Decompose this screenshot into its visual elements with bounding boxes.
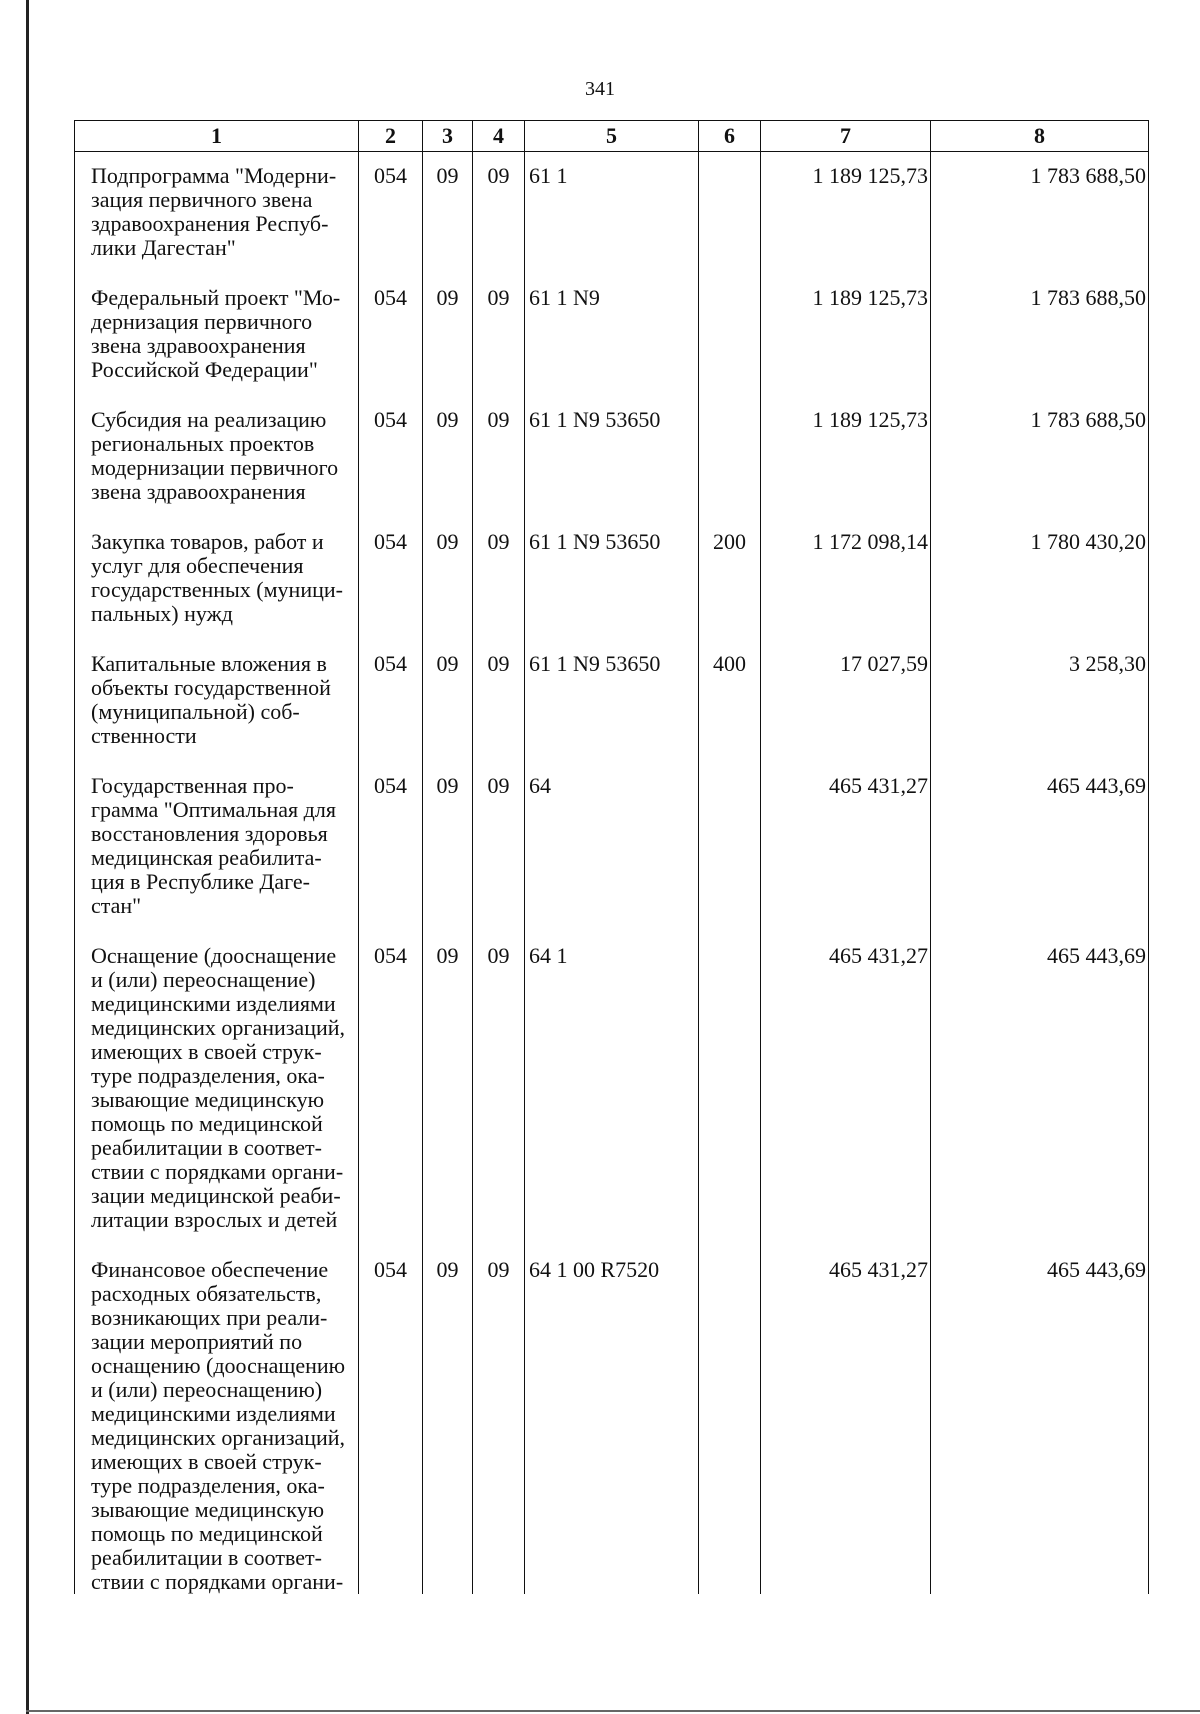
amount-cell-8: 1 783 688,50 bbox=[931, 396, 1149, 518]
code-cell-3: 09 bbox=[423, 1246, 473, 1594]
code-cell-3: 09 bbox=[423, 396, 473, 518]
table-header-row bbox=[75, 121, 1149, 152]
code-cell-4: 09 bbox=[473, 274, 525, 396]
code-cell-2: 054 bbox=[359, 640, 423, 762]
code-cell-5: 61 1 N9 53650 bbox=[525, 640, 699, 762]
table-row bbox=[75, 396, 1149, 518]
code-cell-3: 09 bbox=[423, 274, 473, 396]
code-cell-6 bbox=[699, 1246, 761, 1594]
row-name-cell: Государственная про- грамма "Оптимальная для восстановления здоровья медицинская реабилита- ция в Республике Даге- стан" bbox=[75, 762, 359, 932]
scan-bottom-line bbox=[26, 1710, 1200, 1712]
amount-cell-8: 1 780 430,20 bbox=[931, 518, 1149, 640]
column-header-7: 7 bbox=[761, 121, 931, 152]
amount-cell-8: 465 443,69 bbox=[931, 762, 1149, 932]
amount-cell-8: 1 783 688,50 bbox=[931, 274, 1149, 396]
code-cell-2: 054 bbox=[359, 274, 423, 396]
column-header-4: 4 bbox=[473, 121, 525, 152]
scan-edge-line bbox=[26, 0, 29, 1714]
table-row bbox=[75, 152, 1149, 275]
amount-cell-7: 1 189 125,73 bbox=[761, 396, 931, 518]
code-cell-6 bbox=[699, 932, 761, 1246]
code-cell-4: 09 bbox=[473, 396, 525, 518]
column-header-5: 5 bbox=[525, 121, 699, 152]
code-cell-3: 09 bbox=[423, 762, 473, 932]
code-cell-3: 09 bbox=[423, 932, 473, 1246]
code-cell-2: 054 bbox=[359, 152, 423, 275]
code-cell-5: 61 1 N9 bbox=[525, 274, 699, 396]
table-row bbox=[75, 932, 1149, 1246]
code-cell-2: 054 bbox=[359, 1246, 423, 1594]
code-cell-6 bbox=[699, 396, 761, 518]
code-cell-4: 09 bbox=[473, 932, 525, 1246]
code-cell-5: 61 1 bbox=[525, 152, 699, 275]
code-cell-3: 09 bbox=[423, 152, 473, 275]
code-cell-6 bbox=[699, 274, 761, 396]
code-cell-5: 61 1 N9 53650 bbox=[525, 396, 699, 518]
code-cell-5: 64 bbox=[525, 762, 699, 932]
column-header-3: 3 bbox=[423, 121, 473, 152]
table-row bbox=[75, 762, 1149, 932]
table-row bbox=[75, 518, 1149, 640]
amount-cell-8: 465 443,69 bbox=[931, 1246, 1149, 1594]
table-row bbox=[75, 640, 1149, 762]
code-cell-2: 054 bbox=[359, 396, 423, 518]
row-name-cell: Оснащение (дооснащение и (или) переоснащение) медицинскими изделиями медицинских организаций, имеющих в своей струк- туре подразделения, ока- зывающие медицинскую помощь по медицинской реабилитации в соответ- ствии с порядками органи- зации медицинской реаби- литации взрослых и детей bbox=[75, 932, 359, 1246]
amount-cell-7: 465 431,27 bbox=[761, 762, 931, 932]
page-number: 341 bbox=[585, 78, 615, 100]
row-name-cell: Подпрограмма "Модерни- зация первичного звена здравоохранения Респуб- лики Дагестан" bbox=[75, 152, 359, 275]
code-cell-3: 09 bbox=[423, 640, 473, 762]
table-row bbox=[75, 274, 1149, 396]
amount-cell-7: 1 172 098,14 bbox=[761, 518, 931, 640]
amount-cell-7: 1 189 125,73 bbox=[761, 152, 931, 275]
code-cell-5: 64 1 bbox=[525, 932, 699, 1246]
code-cell-2: 054 bbox=[359, 762, 423, 932]
column-header-2: 2 bbox=[359, 121, 423, 152]
row-name-cell: Субсидия на реализацию региональных проектов модернизации первичного звена здравоохранения bbox=[75, 396, 359, 518]
code-cell-4: 09 bbox=[473, 152, 525, 275]
code-cell-6: 200 bbox=[699, 518, 761, 640]
column-header-1: 1 bbox=[75, 121, 359, 152]
code-cell-2: 054 bbox=[359, 932, 423, 1246]
code-cell-6: 400 bbox=[699, 640, 761, 762]
code-cell-3: 09 bbox=[423, 518, 473, 640]
code-cell-6 bbox=[699, 762, 761, 932]
code-cell-4: 09 bbox=[473, 640, 525, 762]
code-cell-6 bbox=[699, 152, 761, 275]
column-header-6: 6 bbox=[699, 121, 761, 152]
budget-table bbox=[74, 120, 1149, 1594]
row-name-cell: Закупка товаров, работ и услуг для обеспечения государственных (муници- пальных) нужд bbox=[75, 518, 359, 640]
code-cell-4: 09 bbox=[473, 518, 525, 640]
code-cell-4: 09 bbox=[473, 762, 525, 932]
amount-cell-8: 3 258,30 bbox=[931, 640, 1149, 762]
amount-cell-7: 17 027,59 bbox=[761, 640, 931, 762]
table-row bbox=[75, 1246, 1149, 1594]
table-body bbox=[75, 152, 1149, 1595]
code-cell-5: 64 1 00 R7520 bbox=[525, 1246, 699, 1594]
amount-cell-7: 1 189 125,73 bbox=[761, 274, 931, 396]
row-name-cell: Финансовое обеспечение расходных обязательств, возникающих при реали- зации мероприятий по оснащению (дооснащению и (или) переоснащению) медицинскими изделиями медицинских организаций, имеющих в своей струк- туре подразделения, ока- зывающие медицинскую помощь по медицинской реабилитации в соответ- ствии с порядками органи- bbox=[75, 1246, 359, 1594]
code-cell-2: 054 bbox=[359, 518, 423, 640]
code-cell-5: 61 1 N9 53650 bbox=[525, 518, 699, 640]
amount-cell-7: 465 431,27 bbox=[761, 932, 931, 1246]
amount-cell-8: 1 783 688,50 bbox=[931, 152, 1149, 275]
row-name-cell: Капитальные вложения в объекты государственной (муниципальной) соб- ственности bbox=[75, 640, 359, 762]
code-cell-4: 09 bbox=[473, 1246, 525, 1594]
row-name-cell: Федеральный проект "Мо- дернизация первичного звена здравоохранения Российской Федерации" bbox=[75, 274, 359, 396]
column-header-8: 8 bbox=[931, 121, 1149, 152]
amount-cell-7: 465 431,27 bbox=[761, 1246, 931, 1594]
amount-cell-8: 465 443,69 bbox=[931, 932, 1149, 1246]
